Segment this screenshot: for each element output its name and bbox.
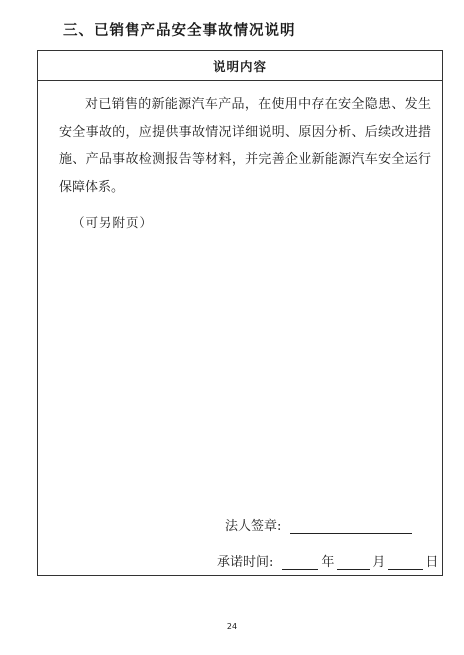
signature-label: 法人签章:: [225, 519, 282, 534]
year-label: 年: [321, 555, 335, 570]
day-label: 日: [425, 555, 439, 570]
signature-field[interactable]: [290, 518, 412, 534]
form-box: [37, 50, 443, 576]
month-label: 月: [372, 555, 386, 570]
page-number: 24: [226, 622, 238, 631]
section-heading: 三、已销售产品安全事故情况说明: [63, 23, 296, 39]
signature-row: [225, 515, 412, 534]
attachment-note: （可另附页）: [72, 215, 154, 230]
date-label: 承诺时间:: [217, 555, 274, 570]
year-field[interactable]: [282, 554, 318, 570]
day-field[interactable]: [388, 554, 423, 570]
instruction-text: 对已销售的新能源汽车产品，在使用中存在安全隐患、发生安全事故的，应提供事故情况详细说明、原因分析、后续改进措施、产品事故检测报告等材料，并完善企业新能源汽车安全运行保障体系。: [59, 97, 431, 195]
month-field[interactable]: [337, 554, 370, 570]
date-row: [217, 551, 438, 570]
form-header: 说明内容: [38, 51, 442, 81]
